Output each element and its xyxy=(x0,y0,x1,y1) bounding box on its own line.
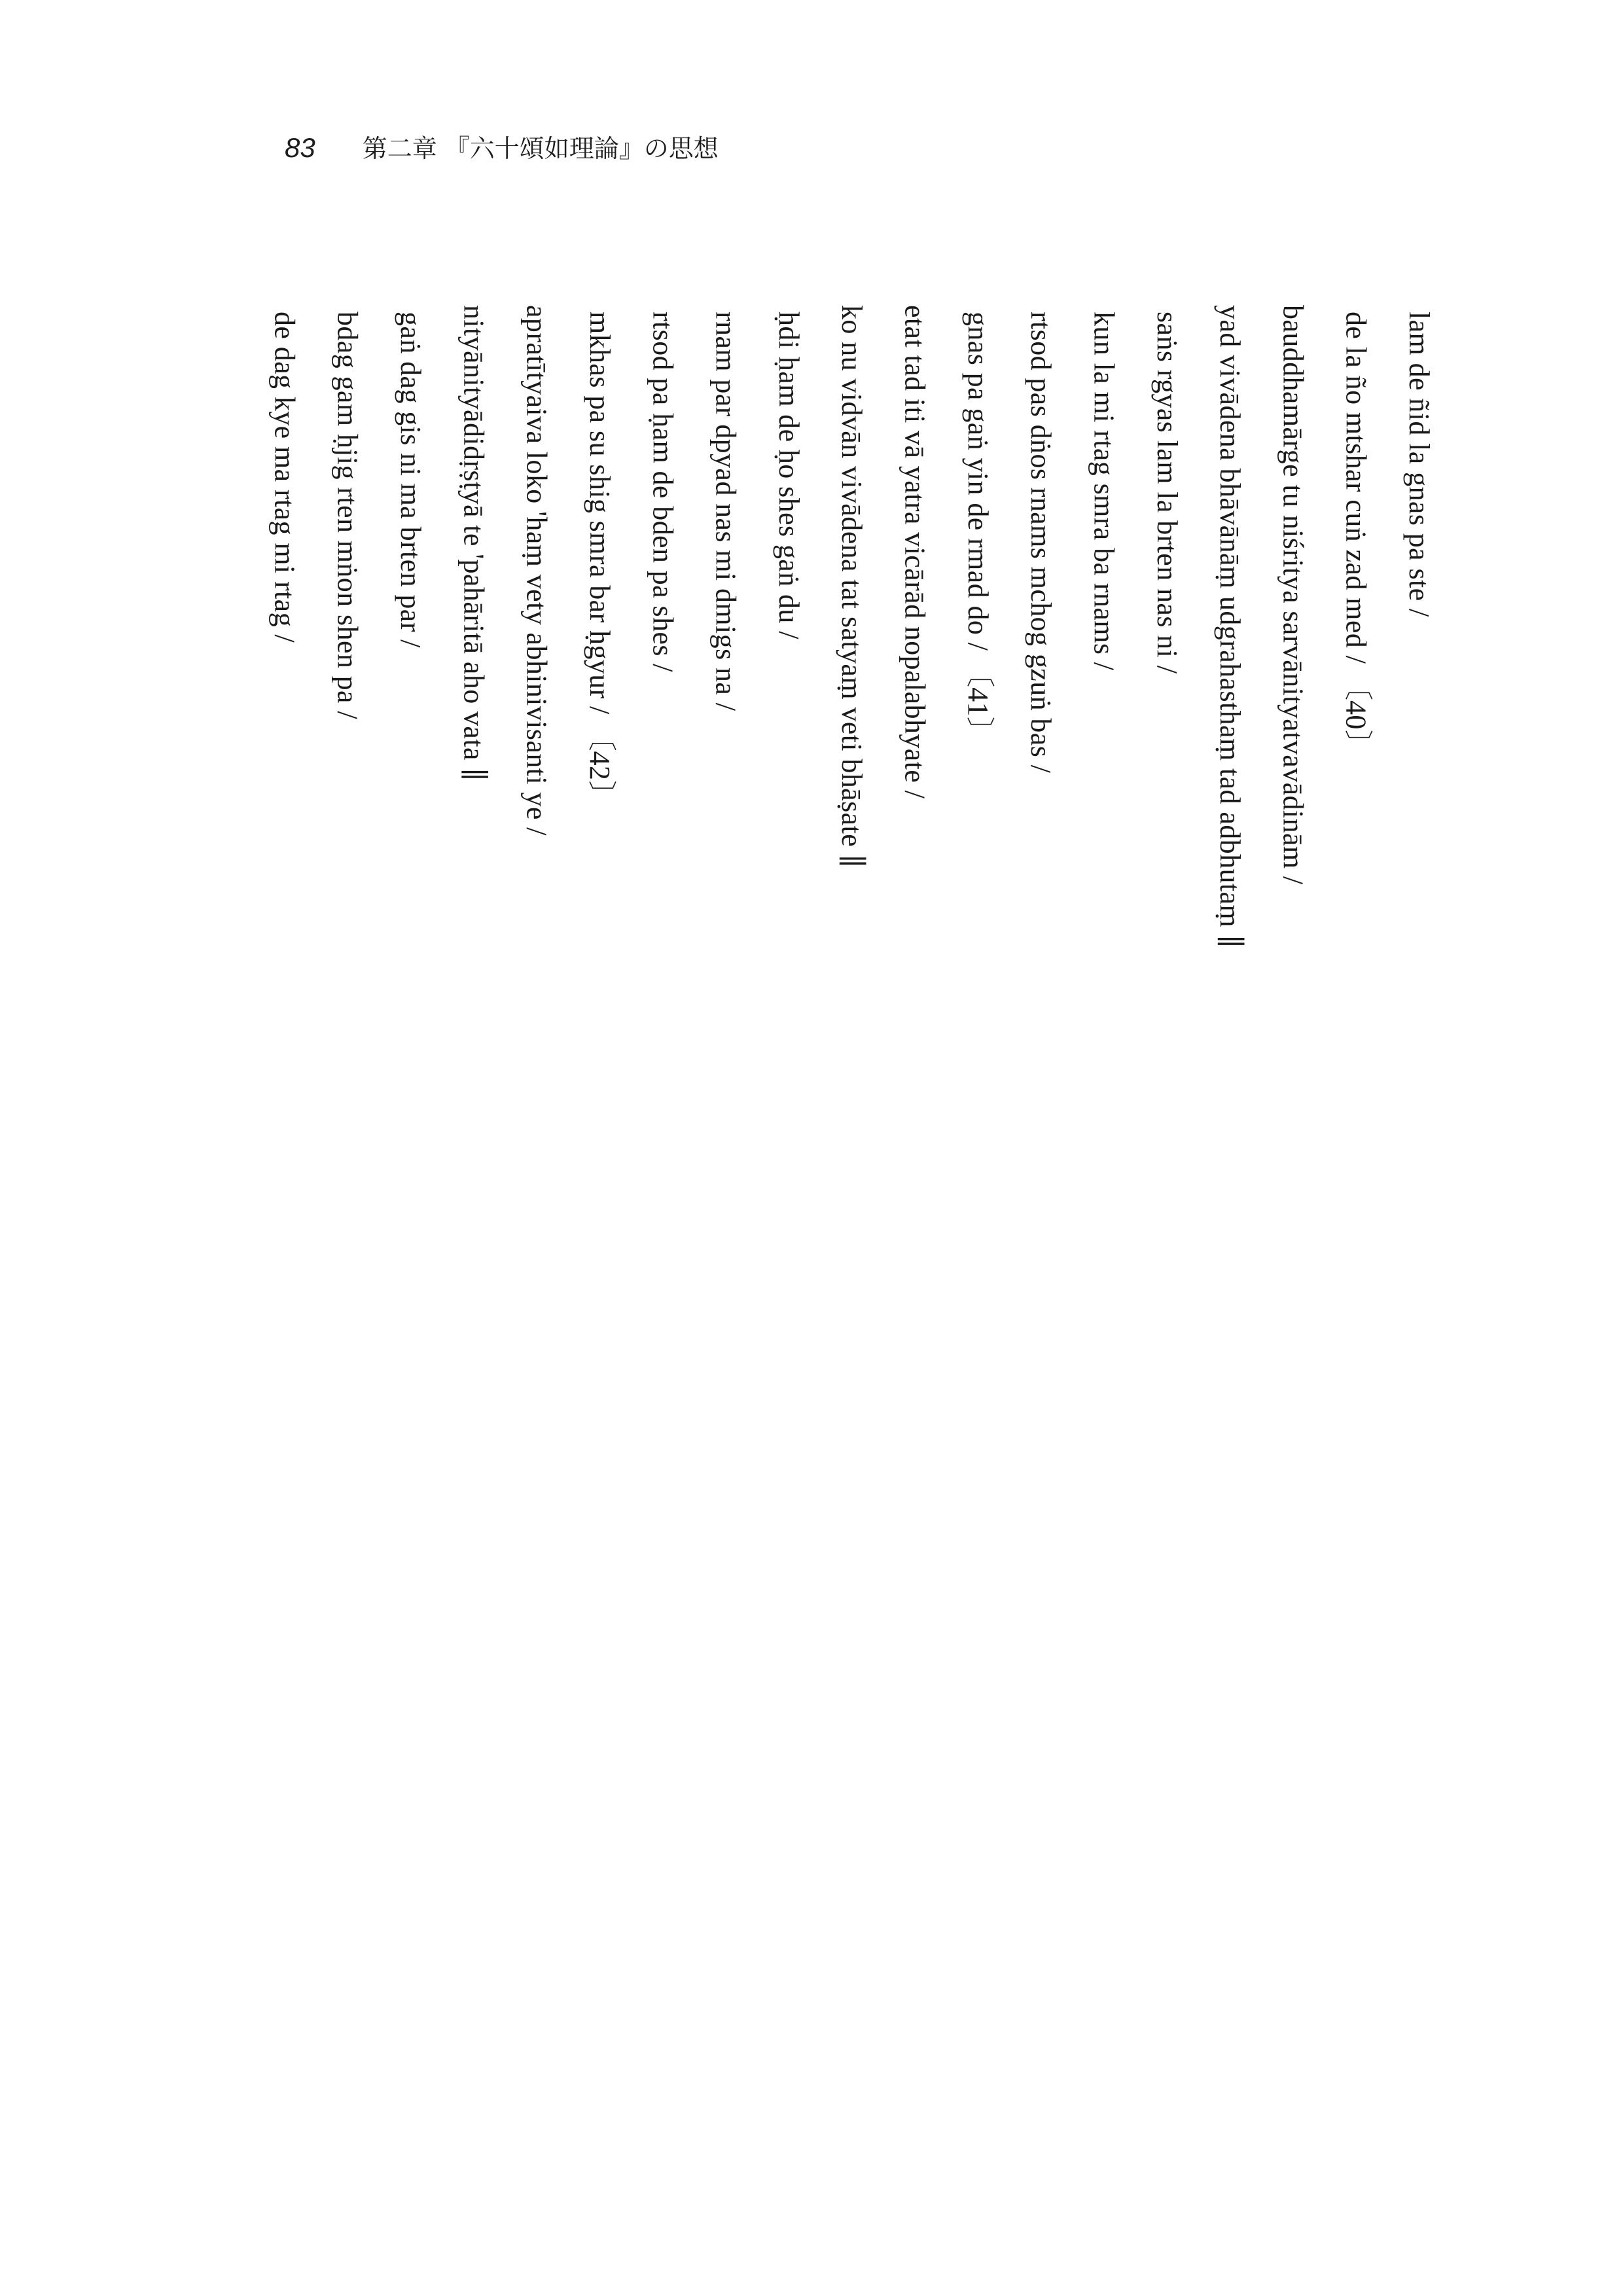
running-header xyxy=(285,128,719,164)
verse-line-19: de dag kye ma rtag mi rtag / xyxy=(268,312,301,643)
verse-line-7: rtsod pas dṅos rnams mchog gzuṅ bas / xyxy=(1025,312,1058,774)
verse-line-17: gaṅ dag gis ni ma brten par / xyxy=(395,312,427,648)
verse-line-4: yad vivādena bhāvānāṃ udgrahasthaṃ tad adbhutaṃ ∥ xyxy=(1214,305,1247,949)
verse-line-11: ḥdi ḥam de ḥo shes gaṅ du / xyxy=(772,312,805,639)
verse-line-12: rnam par dpyad nas mi dmigs na / xyxy=(709,312,742,711)
verse-line-1: lam de ñid la gnas pa ste / xyxy=(1403,312,1435,617)
rotated-verse-block xyxy=(268,305,1433,960)
verse-line-8: gnas pa gaṅ yin de rmad do / 〔41〕 xyxy=(961,312,994,746)
verse-line-13: rtsod pa ḥam de bden pa shes / xyxy=(647,312,679,672)
running-title: 第二章 『六十頌如理論』の思想 xyxy=(362,134,719,163)
verse-line-10: ko nu vidvān vivādena tat satyaṃ veti bhāṣate ∥ xyxy=(836,305,868,869)
verse-line-15: apratītyaiva loko 'haṃ vety abhinivisanti ye / xyxy=(520,305,553,836)
page-number: 83 xyxy=(285,132,315,163)
verse-line-2: de la ño mtshar cuṅ zad med / 〔40〕 xyxy=(1340,312,1372,759)
verse-line-18: bdag gam ḥjig rten mṅon shen pa / xyxy=(331,312,364,719)
verse-line-6: kun la mi rtag smra ba rnams / xyxy=(1088,312,1120,671)
verse-line-3: bauddhamārge tu niśritya sarvānityatvavādinām / xyxy=(1277,305,1310,885)
verse-line-16: nityānityādidṛṣṭyā te 'pahāritā aho vata ∥ xyxy=(457,305,490,782)
verse-line-9: etat tad iti vā yatra vicārād nopalabhyate / xyxy=(899,305,931,799)
verse-line-5: saṅs rgyas lam la brten nas ni / xyxy=(1150,312,1183,674)
verse-line-14: mkhas pa su shig smra bar ḥgyur / 〔42〕 xyxy=(583,312,616,810)
